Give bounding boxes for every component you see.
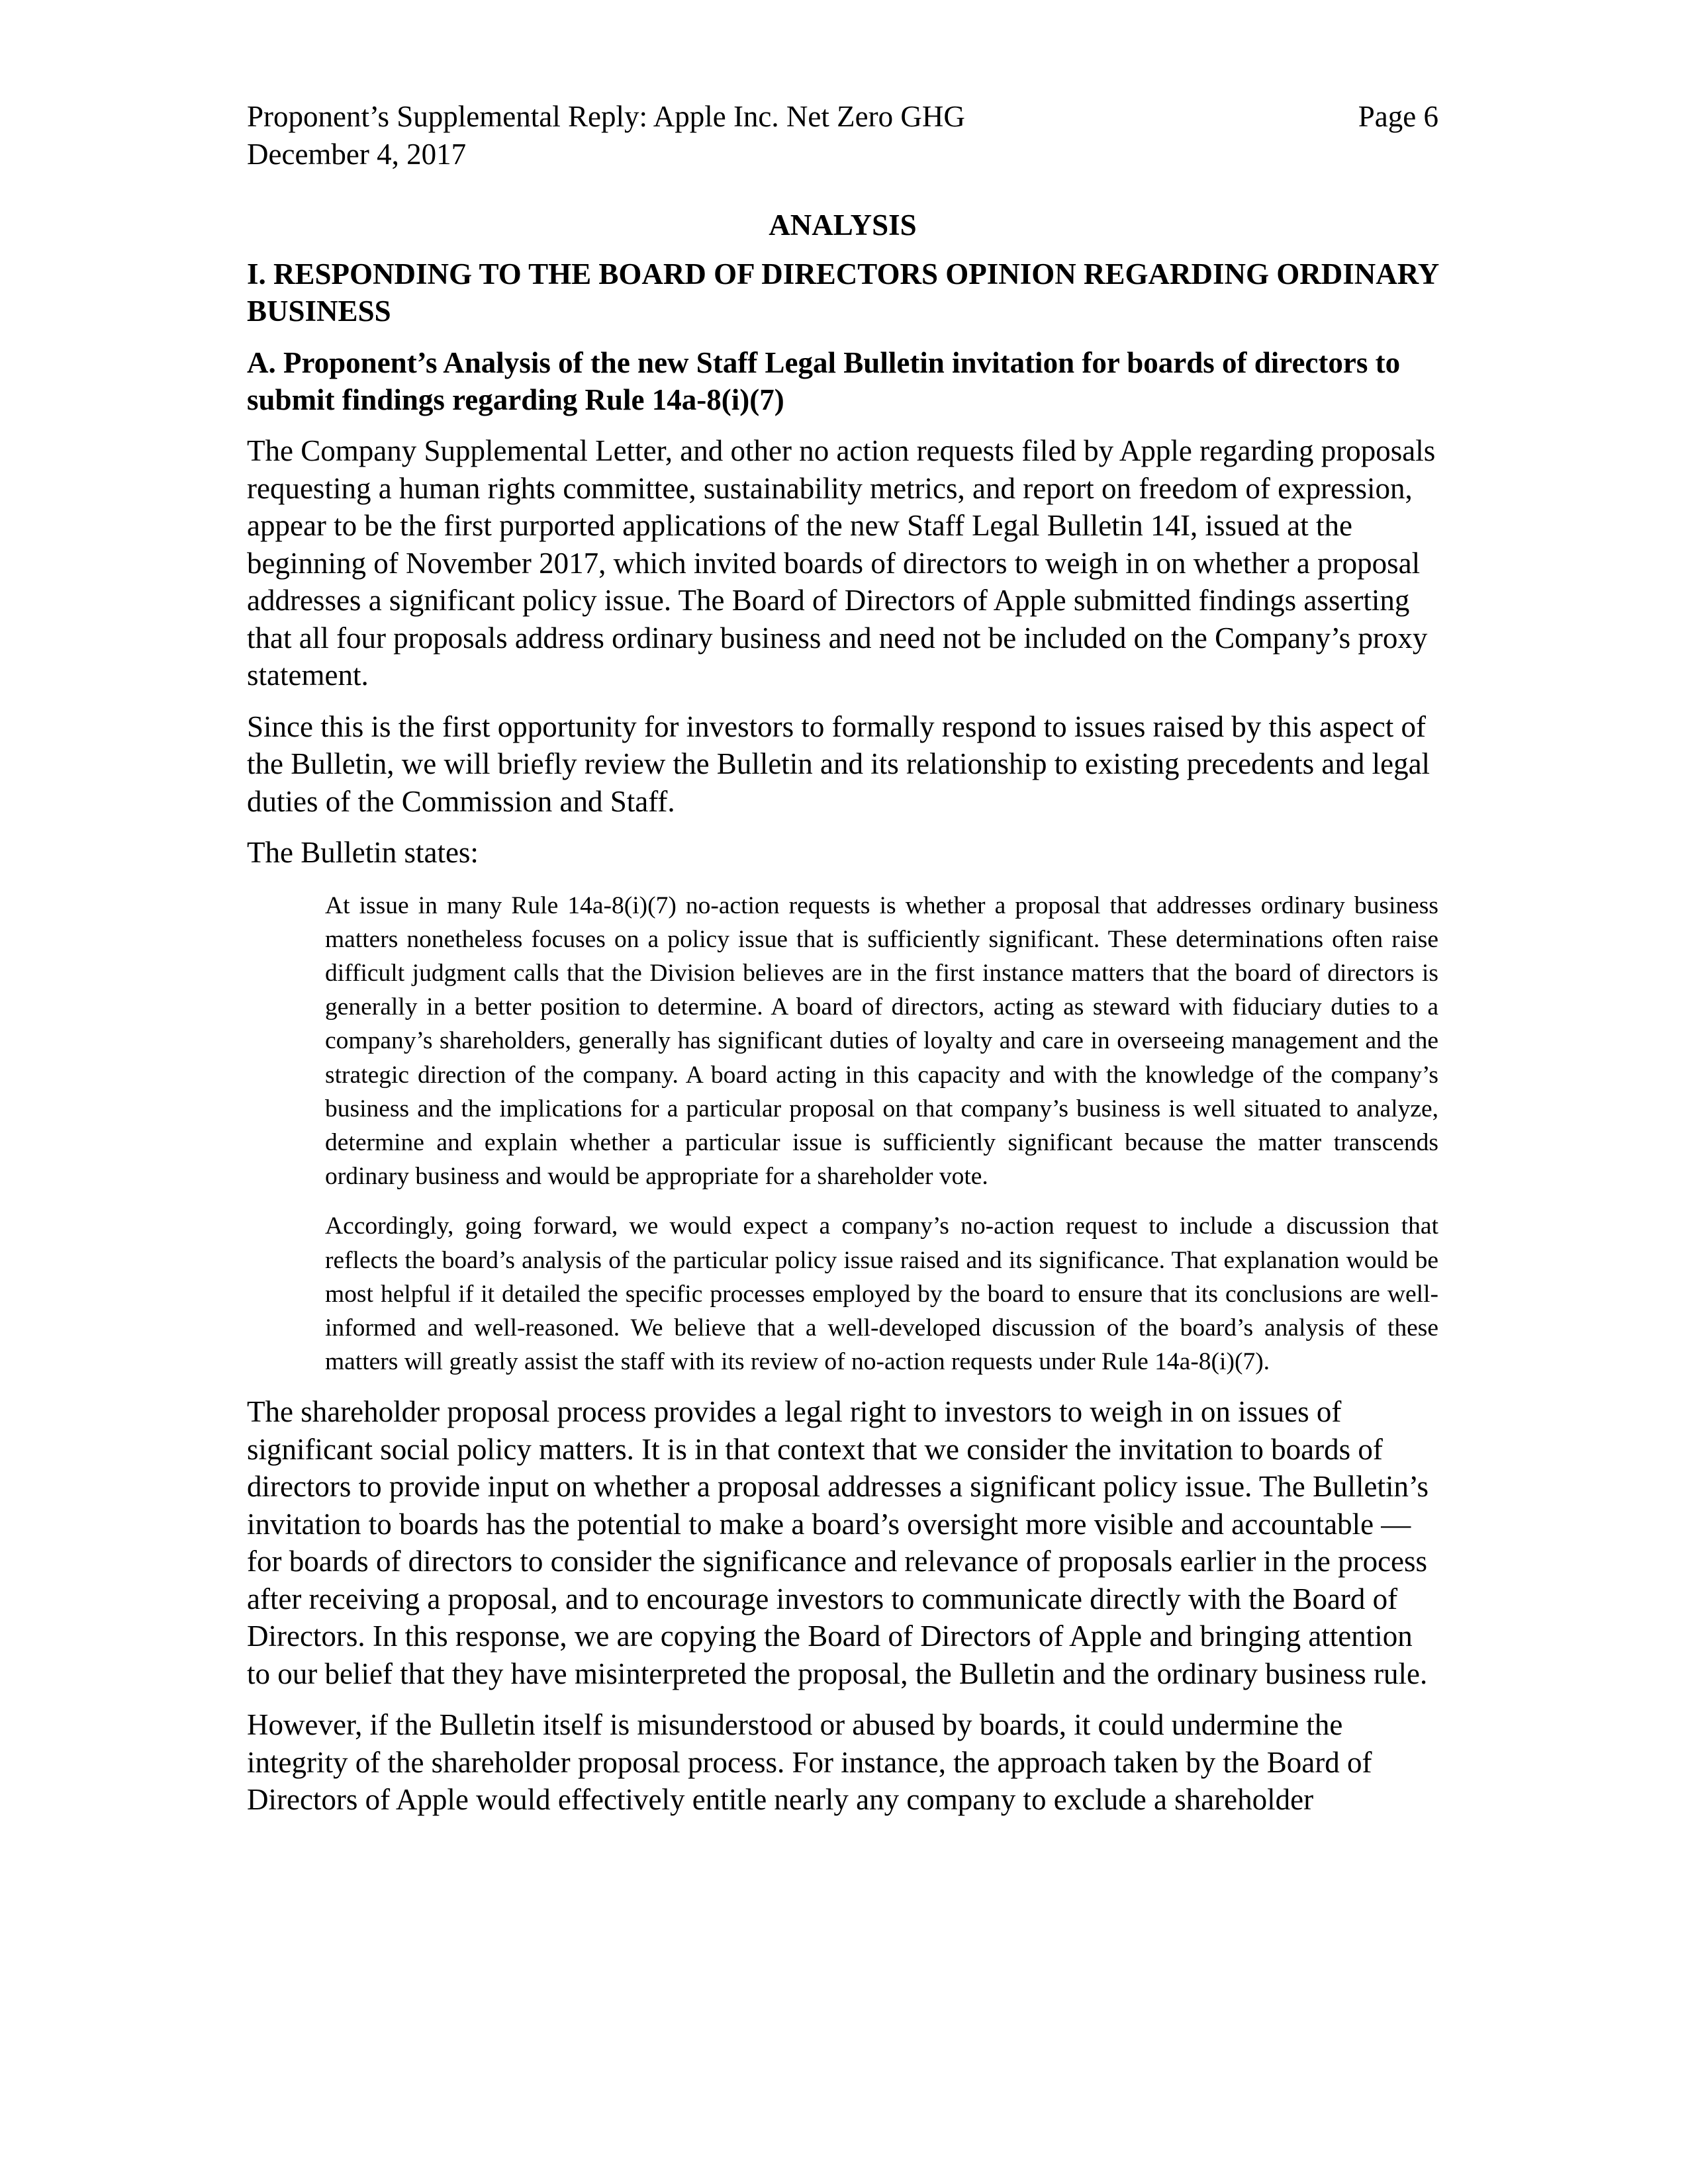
header-title: Proponent’s Supplemental Reply: Apple Inc. Net Zero GHG xyxy=(247,100,965,133)
block-quote-accordingly: Accordingly, going forward, we would expect a company’s no-action request to include a discussion that reflects the board’s analysis of the particular policy issue raised and its significance. That explanation would be most helpful if it detailed the specific processes employed by the board to ensure that its conclusions are well-informed and well-reasoned. We believe that a well-developed discussion of the board’s analysis of these matters will greatly assist the staff with its review of no-action requests under Rule 14a-8(i)(7). xyxy=(325,1212,1438,1376)
section-title: ANALYSIS xyxy=(769,208,917,242)
paragraph-proposal-process: The shareholder proposal process provides a legal right to investors to weigh in on issues of significant social policy matters. It is in that context that we consider the invitation to boards of directors to provide input on whether a proposal addresses a significant policy issue. The Bulletin’s invitation to boards has the potential to make a board’s oversight more visible and accountable — for boards of directors to consider the significance and relevance of proposals earlier in the process after receiving a proposal, and to encourage investors to communicate directly with the Board of Directors. In this response, we are copying the Board of Directors of Apple and bringing attention to our belief that they have misinterpreted the proposal, the Bulletin and the ordinary business rule. xyxy=(247,1395,1429,1690)
header-date: December 4, 2017 xyxy=(247,138,467,171)
paragraph-first-opportunity: Since this is the first opportunity for investors to formally respond to issues raised by this aspect of the Bulletin, we will briefly review the Bulletin and its relationship to existing precedents and legal duties of the Commission and Staff. xyxy=(247,709,1430,818)
paragraph-company-letter: The Company Supplemental Letter, and other no action requests filed by Apple regarding proposals requesting a human rights committee, sustainability metrics, and report on freedom of expression, appear to be the first purported applications of the new Staff Legal Bulletin 14I, issued at the beginning of November 2017, which invited boards of directors to weigh in on whether a proposal addresses a significant policy issue. The Board of Directors of Apple submitted findings asserting that all four proposals address ordinary business and need not be included on the Company’s proxy statement. xyxy=(247,434,1436,692)
paragraph-bulletin-states: The Bulletin states: xyxy=(247,836,479,869)
block-quote-at-issue: At issue in many Rule 14a-8(i)(7) no-action requests is whether a proposal that addresses ordinary business matters nonetheless focuses on a policy issue that is sufficiently significant. These determinations often raise difficult judgment calls that the Division believes are in the first instance matters that the board of directors is generally in a better position to determine. A board of directors, acting as steward with fiduciary duties to a company’s shareholders, generally has significant duties of loyalty and care in overseeing management and the strategic direction of the company. A board acting in this capacity and with the knowledge of the company’s business and the implications for a particular proposal on that company’s business is well situated to analyze, determine and explain whether a particular issue is sufficiently significant because the matter transcends ordinary business and would be appropriate for a shareholder vote. xyxy=(325,891,1438,1191)
page-header xyxy=(247,98,1438,173)
page-number: Page 6 xyxy=(1358,100,1438,133)
paragraph-however: However, if the Bulletin itself is misunderstood or abused by boards, it could undermine the integrity of the shareholder proposal process. For instance, the approach taken by the Board of Directors of Apple would effectively entitle nearly any company to exclude a shareholder xyxy=(247,1708,1372,1817)
heading-proponent-analysis: A. Proponent’s Analysis of the new Staff Legal Bulletin invitation for boards of directors to submit findings regarding Rule 14a-8(i)(7) xyxy=(247,346,1401,416)
heading-responding-to-board: I. RESPONDING TO THE BOARD OF DIRECTORS OPINION REGARDING ORDINARY BUSINESS xyxy=(247,257,1438,328)
document-page xyxy=(247,98,1438,1819)
